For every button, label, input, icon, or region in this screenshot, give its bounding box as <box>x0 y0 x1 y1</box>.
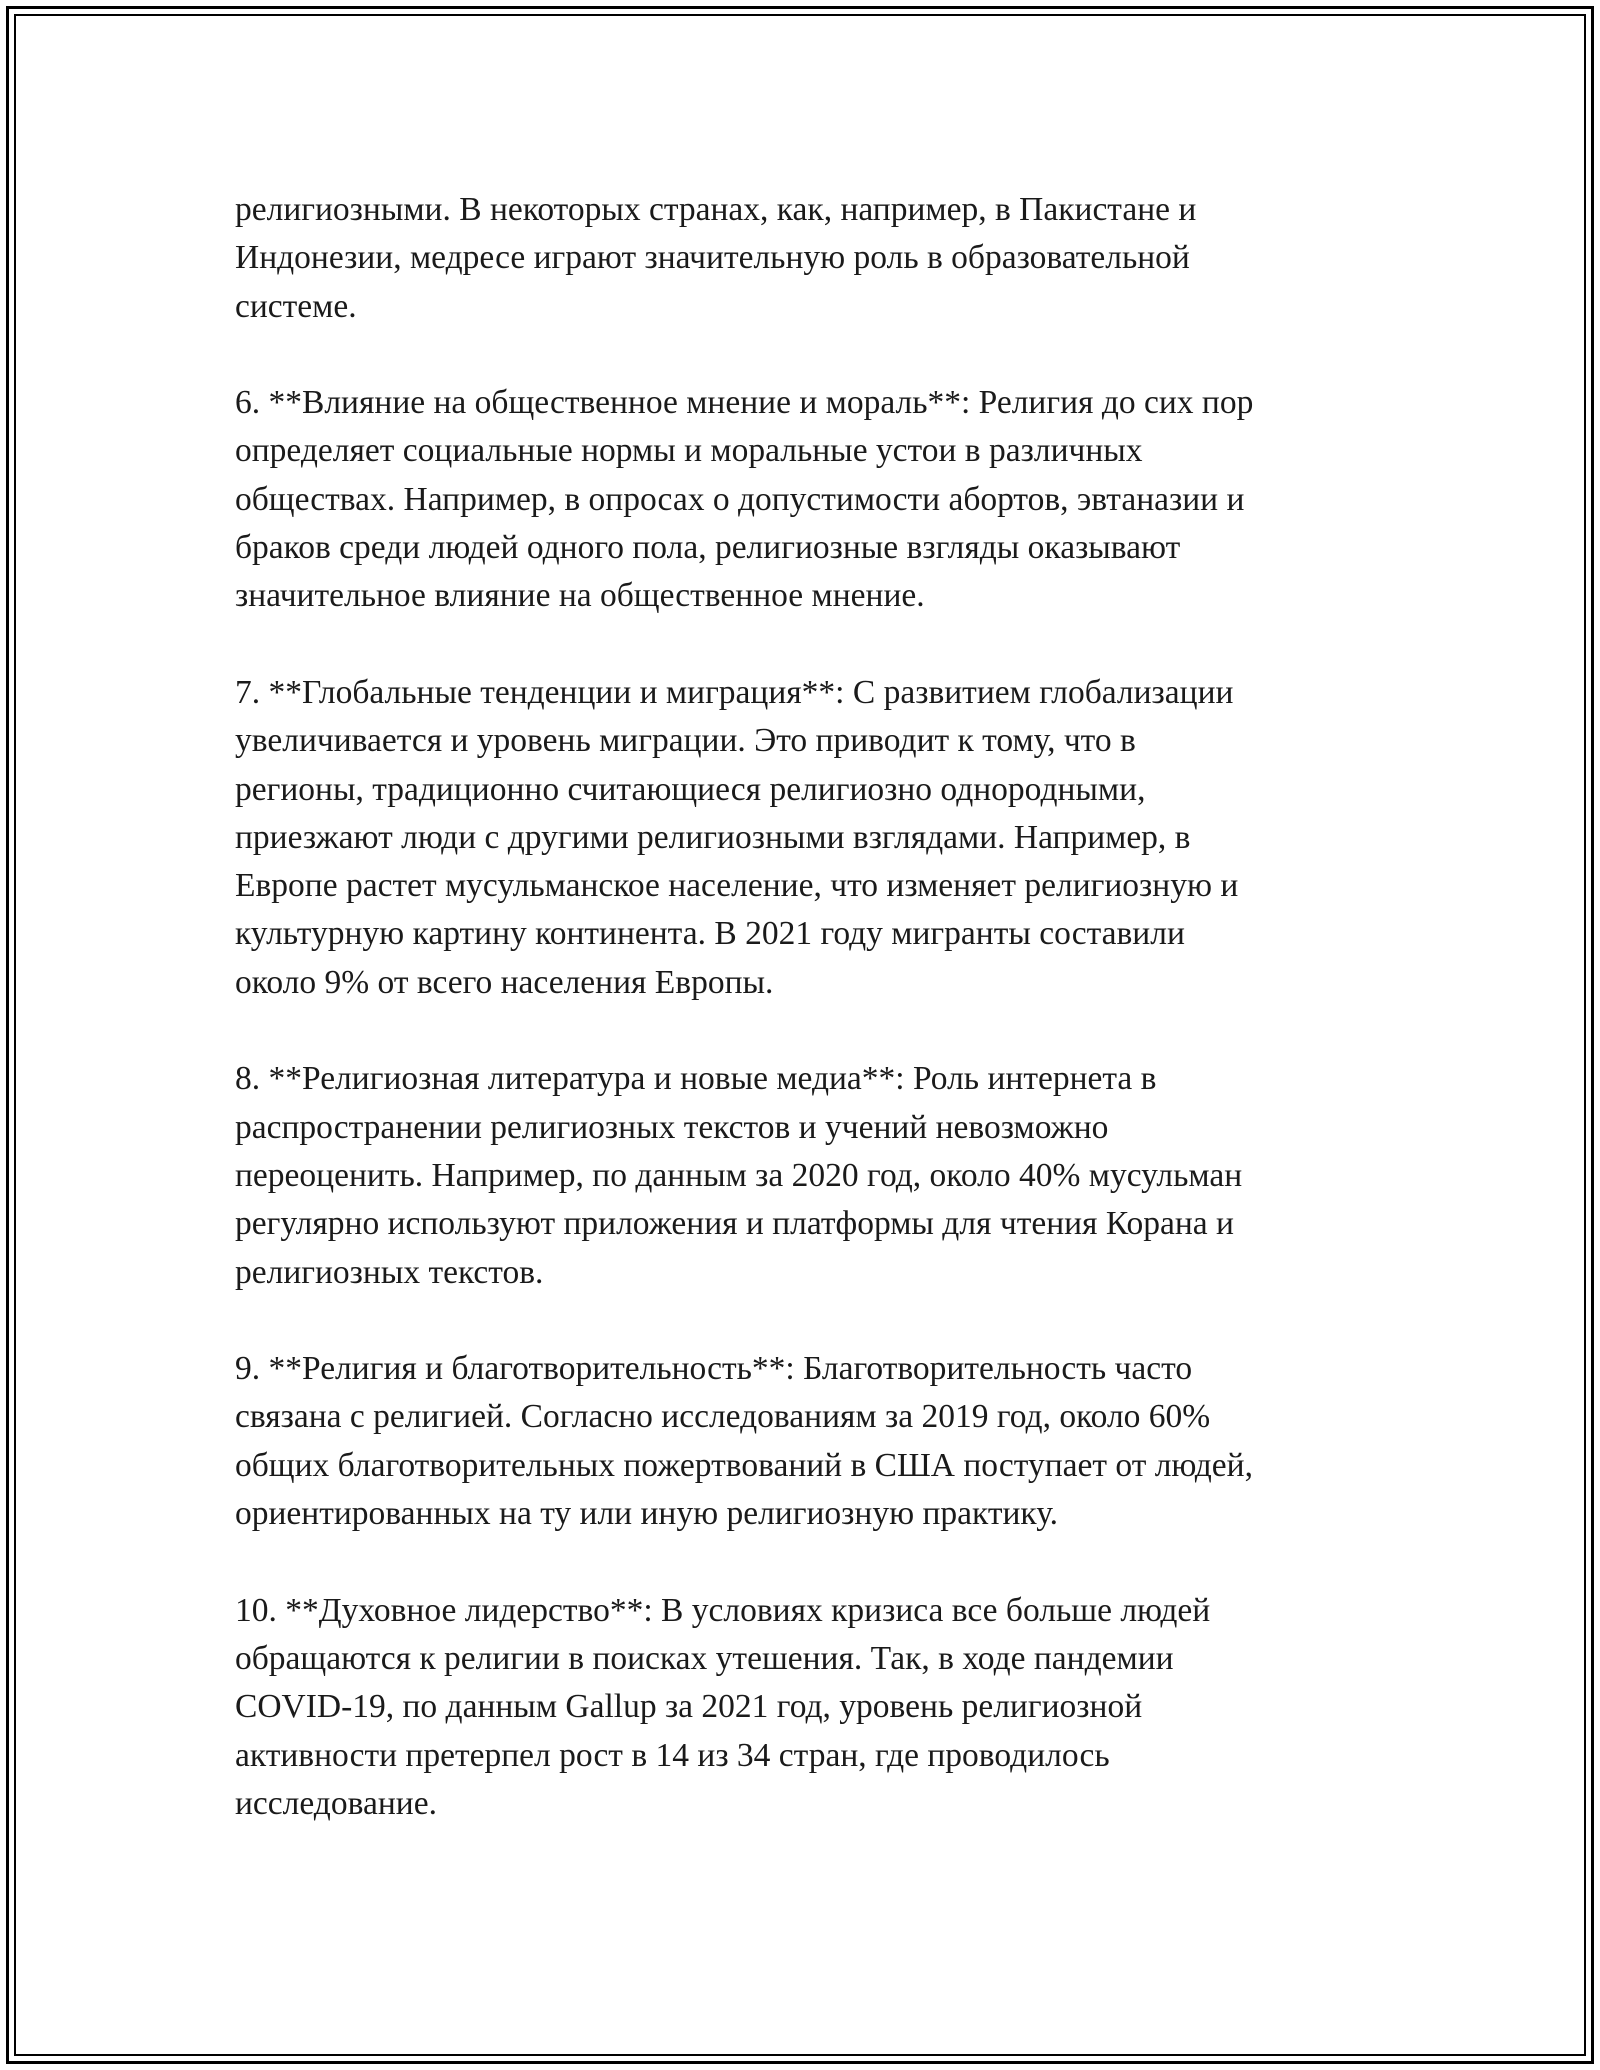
text-line: приезжают люди с другими религиозными взглядами. Например, в <box>235 818 1191 856</box>
text-line: системе. <box>235 287 357 325</box>
text-line: распространении религиозных текстов и учений невозможно <box>235 1108 1109 1146</box>
text-line: регулярно используют приложения и платформы для чтения Корана и <box>235 1205 1234 1243</box>
text-line: 8. **Религиозная литература и новые медиа**: Роль интернета в <box>235 1060 1157 1098</box>
text-line: религиозными. В некоторых странах, как, например, в Пакистане и <box>235 191 1197 228</box>
text-line: определяет социальные нормы и моральные устои в различных <box>235 432 1143 470</box>
text-line: 6. **Влияние на общественное мнение и мораль**: Религия до сих пор <box>235 384 1254 422</box>
text-line: значительное влияние на общественное мнение. <box>235 577 925 615</box>
text-line: около 9% от всего населения Европы. <box>235 963 774 1001</box>
text-line: активности претерпел рост в 14 из 34 стран, где проводилось <box>235 1736 1110 1774</box>
text-line: связана с религией. Согласно исследованиям за 2019 год, около 60% <box>235 1398 1211 1436</box>
text-line: 7. **Глобальные тенденции и миграция**: С развитием глобализации <box>235 673 1234 711</box>
paragraph-item-7 <box>235 669 1365 1007</box>
document-body <box>235 186 1365 1828</box>
text-line: 10. **Духовное лидерство**: В условиях кризиса все больше людей <box>235 1591 1211 1629</box>
text-line: общих благотворительных пожертвований в США поступает от людей, <box>235 1446 1253 1484</box>
paragraph-item-6 <box>235 379 1365 620</box>
text-line: регионы, традиционно считающиеся религиозно однородными, <box>235 770 1146 808</box>
text-line: Европе растет мусульманское население, что изменяет религиозную и <box>235 867 1239 905</box>
text-line: религиозных текстов. <box>235 1253 544 1291</box>
text-line: 9. **Религия и благотворительность**: Благотворительность часто <box>235 1350 1193 1388</box>
text-line: ориентированных на ту или иную религиозную практику. <box>235 1495 1058 1533</box>
paragraph-item-9 <box>235 1345 1365 1538</box>
text-line: обществах. Например, в опросах о допустимости абортов, эвтаназии и <box>235 480 1245 518</box>
text-line: переоценить. Например, по данным за 2020 год, около 40% мусульман <box>235 1156 1243 1194</box>
text-line: Индонезии, медресе играют значительную роль в образовательной <box>235 239 1190 277</box>
paragraph-item-10 <box>235 1587 1365 1828</box>
text-line: COVID-19, по данным Gallup за 2021 год, уровень религиозной <box>235 1688 1143 1726</box>
text-line: увеличивается и уровень миграции. Это приводит к тому, что в <box>235 722 1136 760</box>
paragraph-item-8 <box>235 1055 1365 1296</box>
text-line: обращаются к религии в поисках утешения. Так, в ходе пандемии <box>235 1639 1174 1677</box>
text-line: браков среди людей одного пола, религиозные взгляды оказывают <box>235 529 1181 567</box>
text-line: исследование. <box>235 1784 437 1822</box>
text-line: культурную картину континента. В 2021 году мигранты составили <box>235 915 1185 953</box>
paragraph-continuation <box>235 186 1365 331</box>
